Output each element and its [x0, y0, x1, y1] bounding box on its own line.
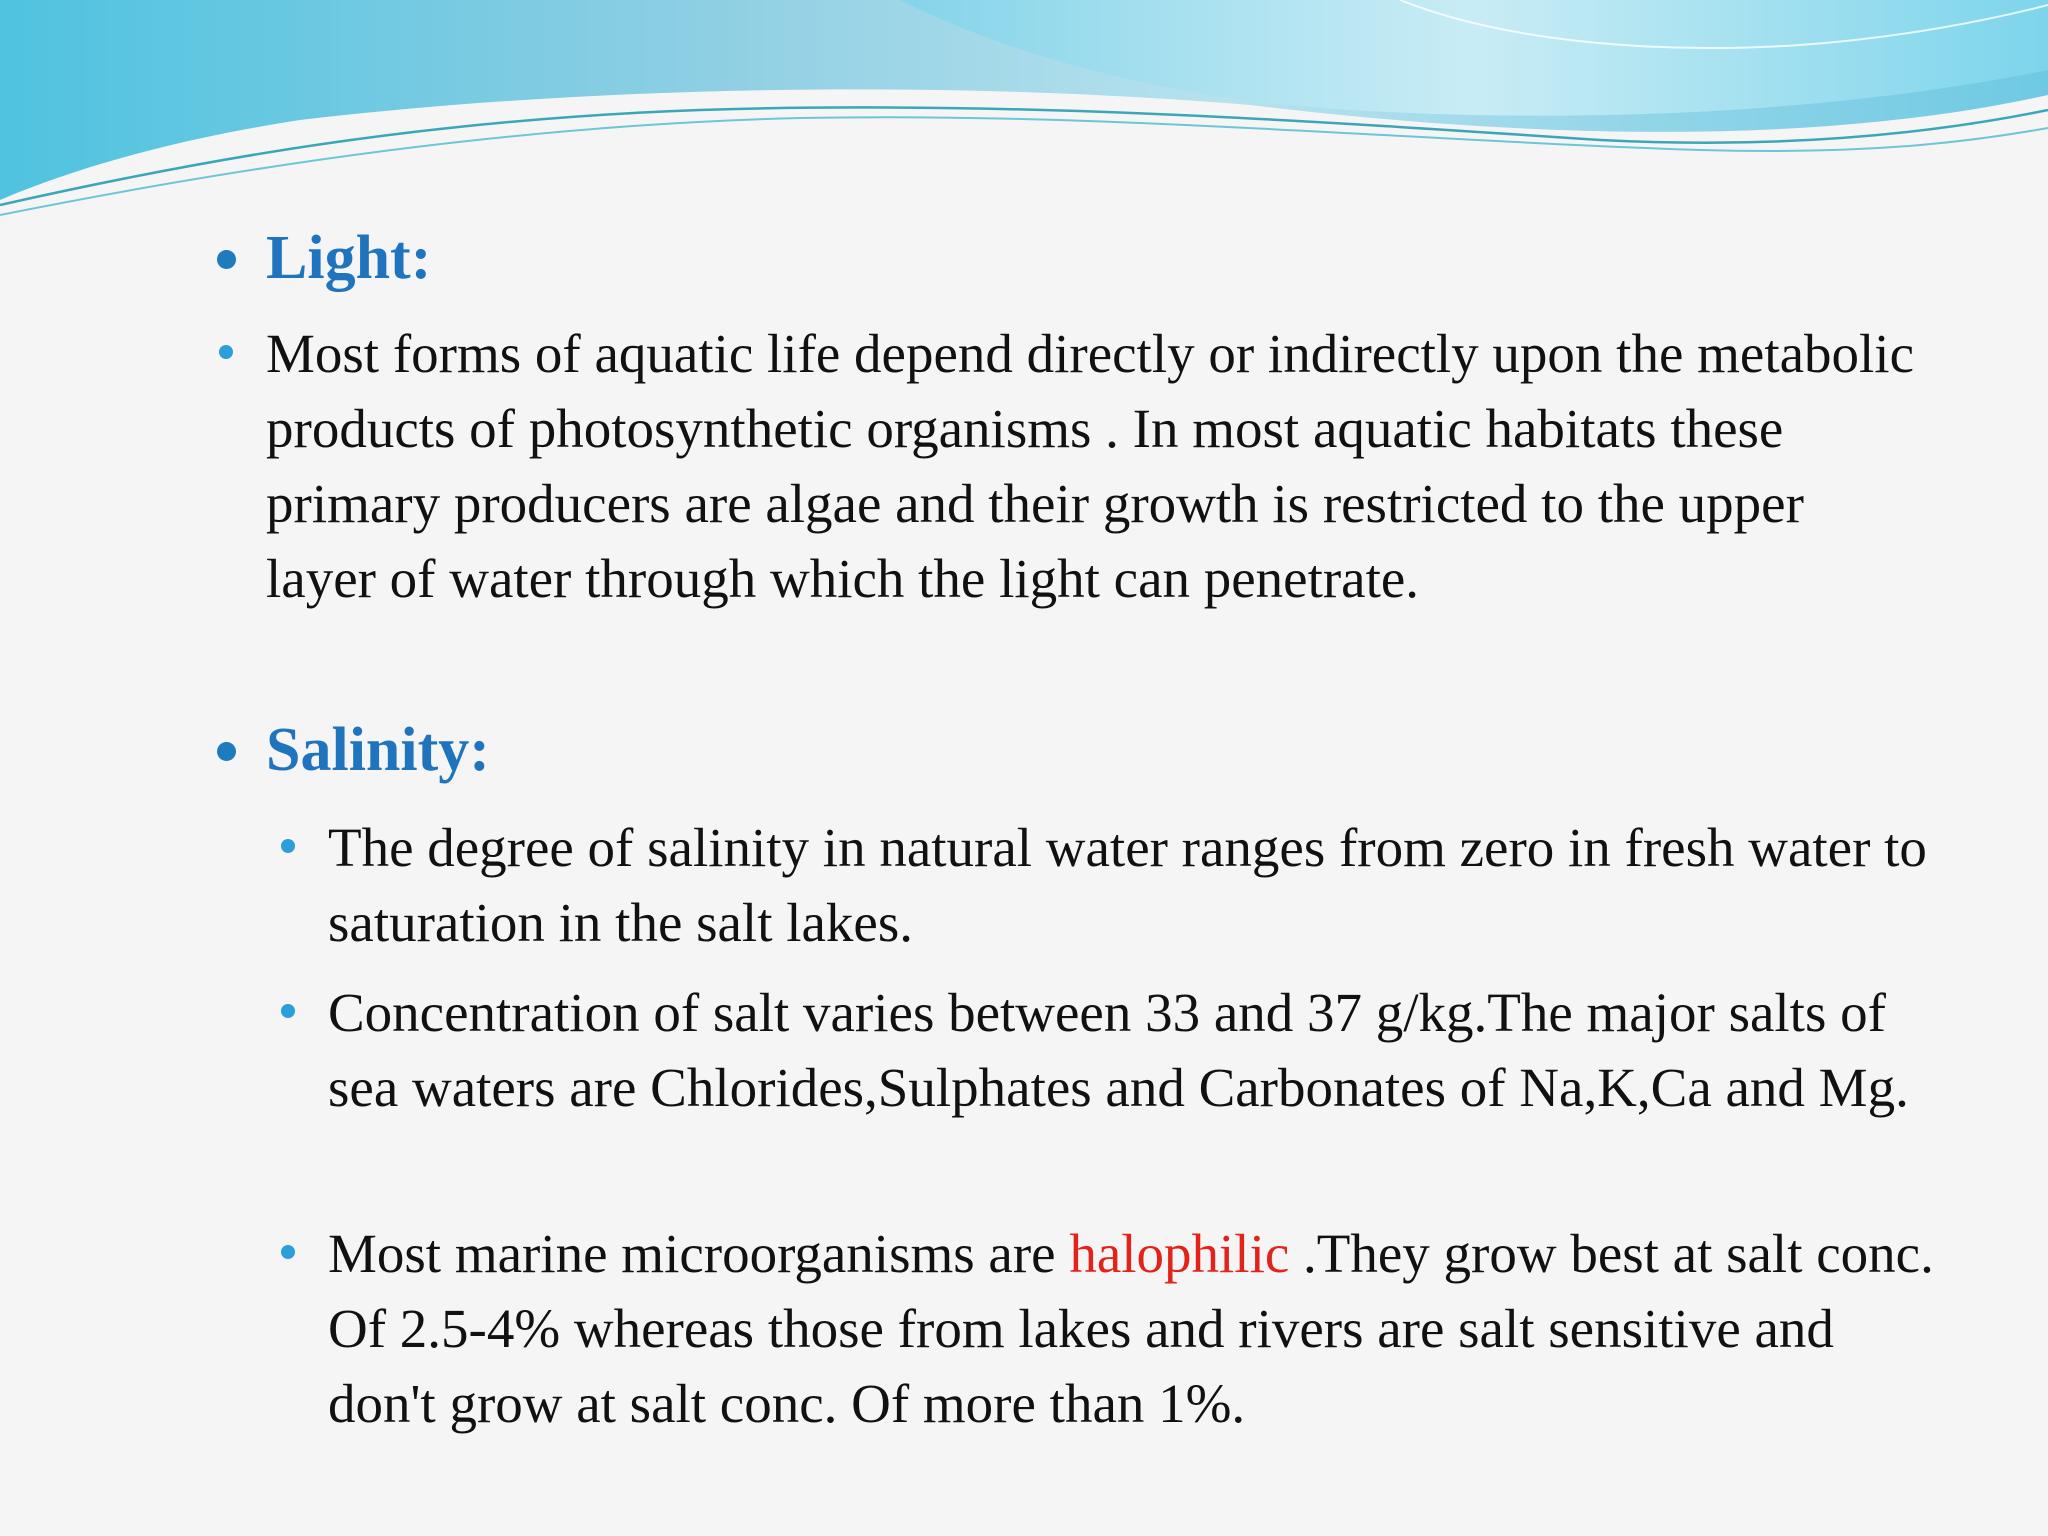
- bullet-icon: [217, 250, 236, 269]
- halophilic-text-after: .They grow best at salt conc. Of 2.5-4% whereas those from lakes and rivers are salt sensitive and don't grow at salt conc. Of more than 1%.: [328, 1223, 1934, 1434]
- salinity-heading: Salinity:: [266, 716, 490, 784]
- halophilic-highlight: halophilic: [1069, 1223, 1290, 1284]
- salinity-item-concentration: Concentration of salt varies between 33 and 37 g/kg.The major salts of sea waters are Chlorides,Sulphates and Carbonates of Na,K,Ca and Mg.: [328, 982, 1909, 1118]
- halophilic-text-before: Most marine microorganisms are: [328, 1223, 1070, 1284]
- salinity-item-halophilic: [328, 1216, 1938, 1441]
- sub-bullet-icon: [281, 1004, 295, 1018]
- sub-bullet-icon: [281, 839, 295, 853]
- salinity-item-range: The degree of salinity in natural water ranges from zero in fresh water to saturation in the salt lakes.: [328, 817, 1927, 953]
- sub-bullet-icon: [281, 1245, 295, 1259]
- light-heading: Light:: [266, 224, 432, 292]
- bullet-icon: [217, 742, 236, 761]
- bullet-icon: [219, 345, 233, 359]
- light-paragraph: Most forms of aquatic life depend directly or indirectly upon the metabolic products of photosynthetic organisms . In most aquatic habitats these primary producers are algae and their growth is restricted to the upper layer of water through which the light can penetrate.: [266, 323, 1914, 609]
